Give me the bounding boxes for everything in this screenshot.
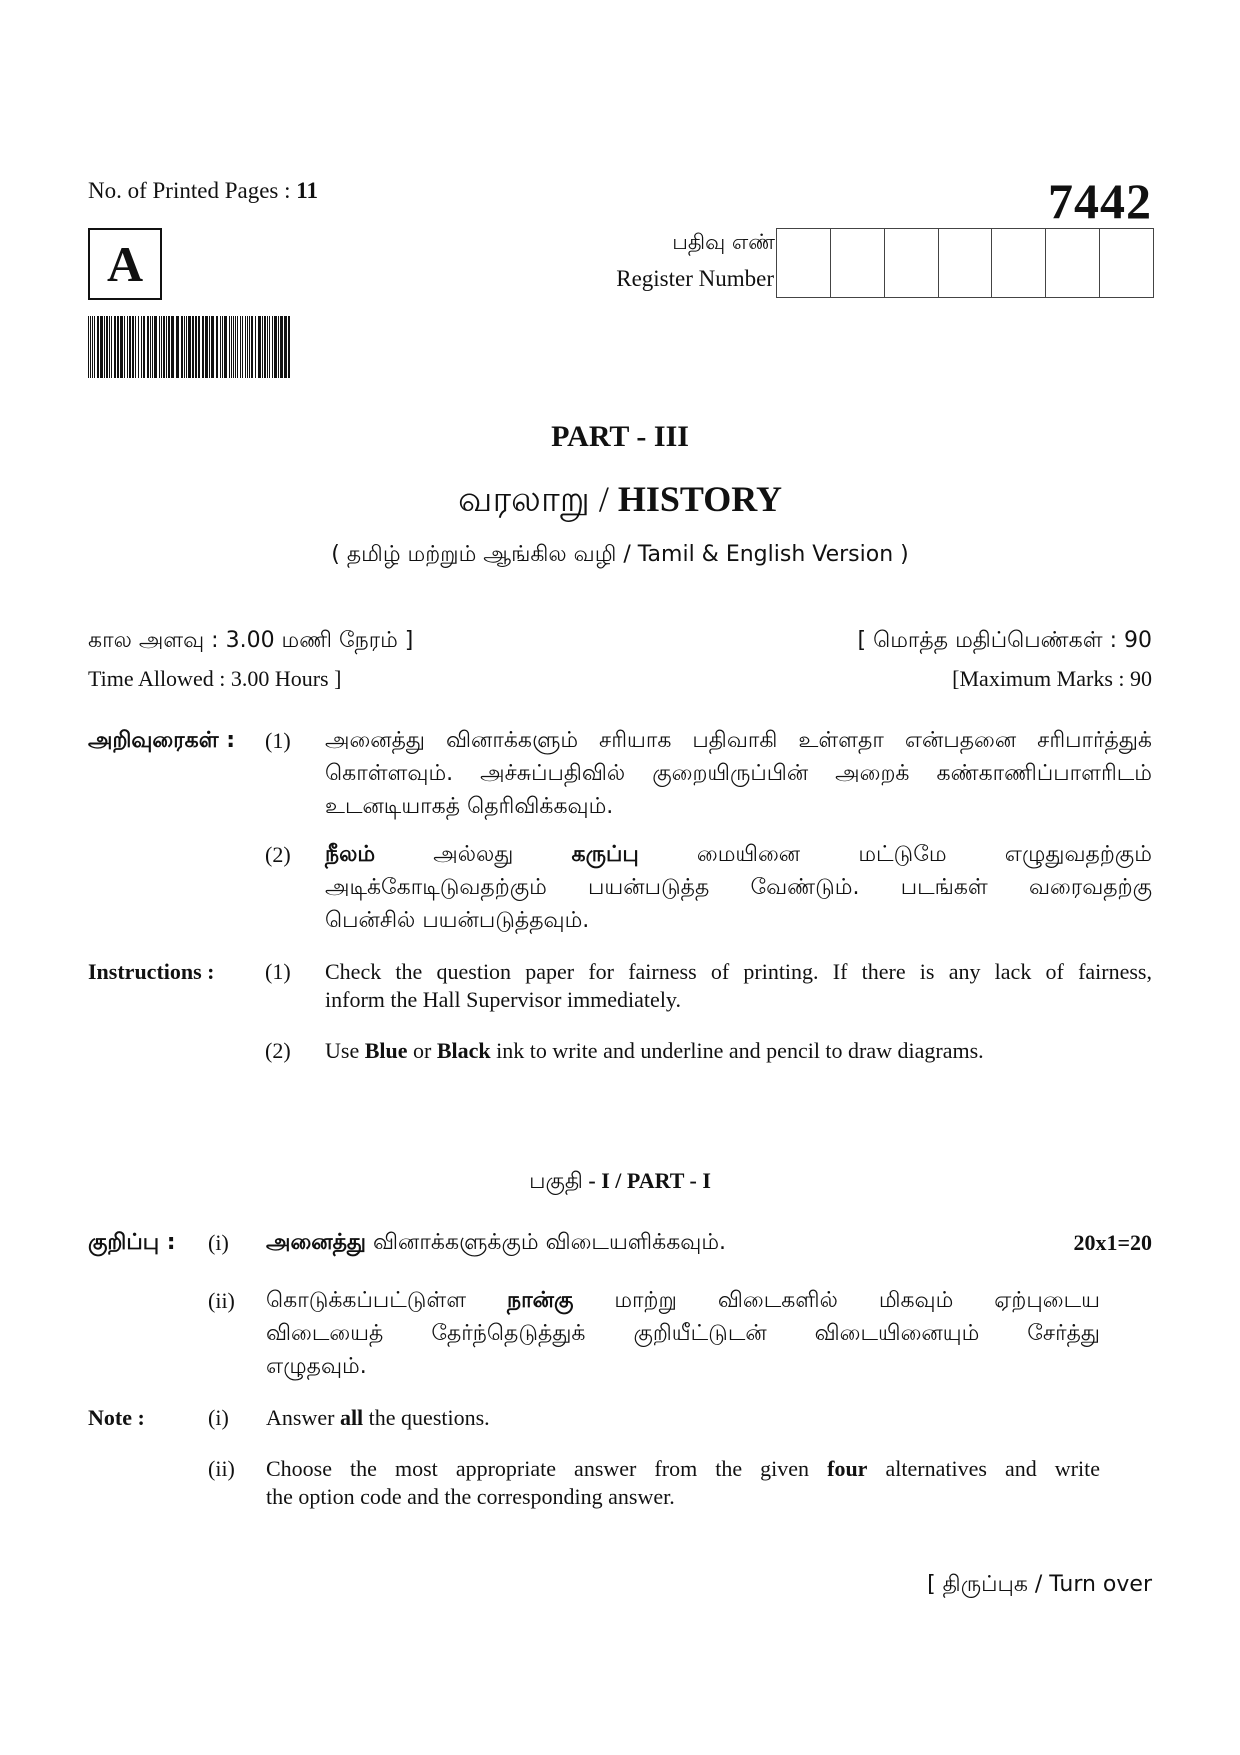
register-cell[interactable] (939, 229, 993, 297)
marks-tamil: [ மொத்த மதிப்பெண்கள் : 90 (857, 628, 1152, 653)
barcode-bar (135, 316, 136, 378)
register-label-tamil: பதிவு எண் (672, 230, 775, 254)
subject-title: வரலாறு / HISTORY (458, 479, 782, 520)
barcode-bar (147, 316, 149, 378)
barcode-bar (106, 316, 108, 378)
note-number: (ii) (208, 1456, 235, 1481)
barcode-bar (97, 316, 99, 378)
barcode-bar (278, 316, 279, 378)
marks-english: [Maximum Marks : 90 (952, 666, 1152, 691)
barcode-bar (117, 316, 119, 378)
barcode-bar (205, 316, 208, 378)
barcode-bar (229, 316, 230, 378)
barcode-bar (233, 316, 234, 378)
barcode-bar (280, 316, 283, 378)
barcode-bar (109, 316, 110, 378)
instructions-english-label: Instructions : (88, 959, 215, 984)
barcode-bar (132, 316, 134, 378)
barcode-bar (220, 316, 221, 378)
part-title: PART - III (551, 420, 689, 453)
subject-tamil: வரலாறு (458, 479, 590, 520)
note-tamil-1: அனைத்து வினாக்களுக்கும் விடையளிக்கவும். (266, 1230, 727, 1255)
barcode-bar (237, 316, 238, 378)
barcode-bar (251, 316, 253, 378)
barcode-bar (258, 316, 261, 378)
barcode-bar (240, 316, 241, 378)
barcode-bar (235, 316, 236, 378)
barcode-bar (90, 316, 91, 378)
note-english-2: Choose the most appropriate answer from the given four alternatives and write the option code and the corresponding answer. (266, 1456, 1100, 1509)
note-number: (ii) (208, 1288, 235, 1313)
barcode-bar (184, 316, 185, 378)
barcode-bar (231, 316, 232, 378)
note-tamil-label: குறிப்பு : (88, 1230, 176, 1255)
barcode-bar (138, 316, 139, 378)
barcode-bar (245, 316, 246, 378)
instruction-number: (2) (265, 1038, 291, 1063)
instruction-number: (1) (265, 728, 291, 753)
barcode-bar (274, 316, 277, 378)
barcode-bar (284, 316, 287, 378)
instructions-tamil-label: அறிவுரைகள் : (88, 728, 235, 753)
barcode-image (88, 316, 290, 378)
barcode-bar (120, 316, 123, 378)
barcode-bar (267, 316, 268, 378)
barcode-bar (272, 316, 273, 378)
note-number: (i) (208, 1230, 229, 1255)
barcode-bar (198, 316, 200, 378)
version-line: ( தமிழ் மற்றும் ஆங்கில வழி / Tamil & English Version ) (331, 542, 909, 567)
instruction-english-1: Check the question paper for fairness of printing. If there is any lack of fairness, inform the Hall Supervisor immediately. (325, 959, 1152, 1012)
barcode-bar (224, 316, 227, 378)
barcode-bar (262, 316, 263, 378)
barcode-bar (159, 316, 160, 378)
barcode-bar (94, 316, 95, 378)
note-english-1: Answer all the questions. (266, 1405, 490, 1430)
note-english-label: Note : (88, 1405, 145, 1430)
barcode-bar (143, 316, 145, 378)
turn-over: [ திருப்புக / Turn over (927, 1572, 1152, 1597)
barcode-bar (127, 316, 128, 378)
barcode-bar (209, 316, 210, 378)
instruction-english-2: Use Blue or Black ink to write and underline and pencil to draw diagrams. (325, 1038, 984, 1063)
barcode-bar (242, 316, 243, 378)
barcode-bar (222, 316, 223, 378)
barcode-bar (163, 316, 165, 378)
barcode-bar (168, 316, 170, 378)
section-marks: 20x1=20 (1073, 1230, 1152, 1255)
barcode-bar (288, 316, 290, 378)
barcode-bar (247, 316, 248, 378)
instruction-number: (2) (265, 842, 291, 867)
paper-code: 7442 (1048, 173, 1152, 229)
barcode-bar (181, 316, 183, 378)
barcode-bar (269, 316, 270, 378)
barcode-bar (129, 316, 131, 378)
register-cell[interactable] (992, 229, 1046, 297)
barcode-bar (166, 316, 167, 378)
instruction-number: (1) (265, 959, 291, 984)
register-cell[interactable] (885, 229, 939, 297)
barcode-bar (161, 316, 162, 378)
barcode-bar (216, 316, 218, 378)
subject-english: HISTORY (617, 479, 782, 519)
register-label-english: Register Number (616, 266, 774, 291)
barcode-bar (202, 316, 204, 378)
barcode-bar (124, 316, 125, 378)
barcode-bar (114, 316, 116, 378)
barcode-bar (150, 316, 151, 378)
barcode-bar (104, 316, 105, 378)
register-cell[interactable] (777, 229, 831, 297)
time-tamil: கால அளவு : 3.00 மணி நேரம் ] (88, 628, 414, 653)
time-english: Time Allowed : 3.00 Hours ] (88, 666, 342, 691)
barcode-bar (211, 316, 214, 378)
barcode-bar (92, 316, 93, 378)
barcode-bar (264, 316, 266, 378)
barcode-bar (195, 316, 197, 378)
barcode-bar (111, 316, 112, 378)
register-cell[interactable] (831, 229, 885, 297)
register-cell[interactable] (1100, 229, 1153, 297)
barcode-bar (249, 316, 250, 378)
barcode-bar (176, 316, 179, 378)
barcode-bar (188, 316, 191, 378)
barcode-bar (88, 316, 89, 378)
instruction-tamil-2: நீலம் அல்லது கருப்பு மையினை மட்டுமே எழுதுவதற்கும் அடிக்கோடிடுவதற்கும் பயன்படுத்த வேண்டும். படங்கள் வரைவதற்கு பென்சில் பயன்படுத்தவும். (325, 842, 1152, 933)
note-tamil-2: கொடுக்கப்பட்டுள்ள நான்கு மாற்று விடைகளில் மிகவும் ஏற்புடைய விடையைத் தேர்ந்தெடுத்துக் குறியீட்டுடன் விடையினையும் சேர்த்து எழுதவும். (266, 1288, 1100, 1379)
printed-pages: No. of Printed Pages : 11 (88, 178, 318, 203)
barcode-bar (152, 316, 153, 378)
barcode-bar (192, 316, 194, 378)
set-letter-box: A (88, 228, 162, 300)
barcode-bar (171, 316, 174, 378)
note-number: (i) (208, 1405, 229, 1430)
register-cell[interactable] (1046, 229, 1100, 297)
barcode-bar (141, 316, 142, 378)
barcode-bar (186, 316, 187, 378)
section-heading: பகுதி - I / PART - I (529, 1168, 711, 1194)
barcode-bar (255, 316, 256, 378)
barcode-bar (100, 316, 103, 378)
barcode-bar (154, 316, 157, 378)
instruction-tamil-1: அனைத்து வினாக்களும் சரியாக பதிவாகி உள்ளதா என்பதனை சரிபார்த்துக் கொள்ளவும். அச்சுப்பதிவில் குறையிருப்பின் அறைக் கண்காணிப்பாளரிடம் உடனடியாகத் தெரிவிக்கவும். (325, 728, 1152, 819)
register-number-grid[interactable] (776, 228, 1154, 298)
